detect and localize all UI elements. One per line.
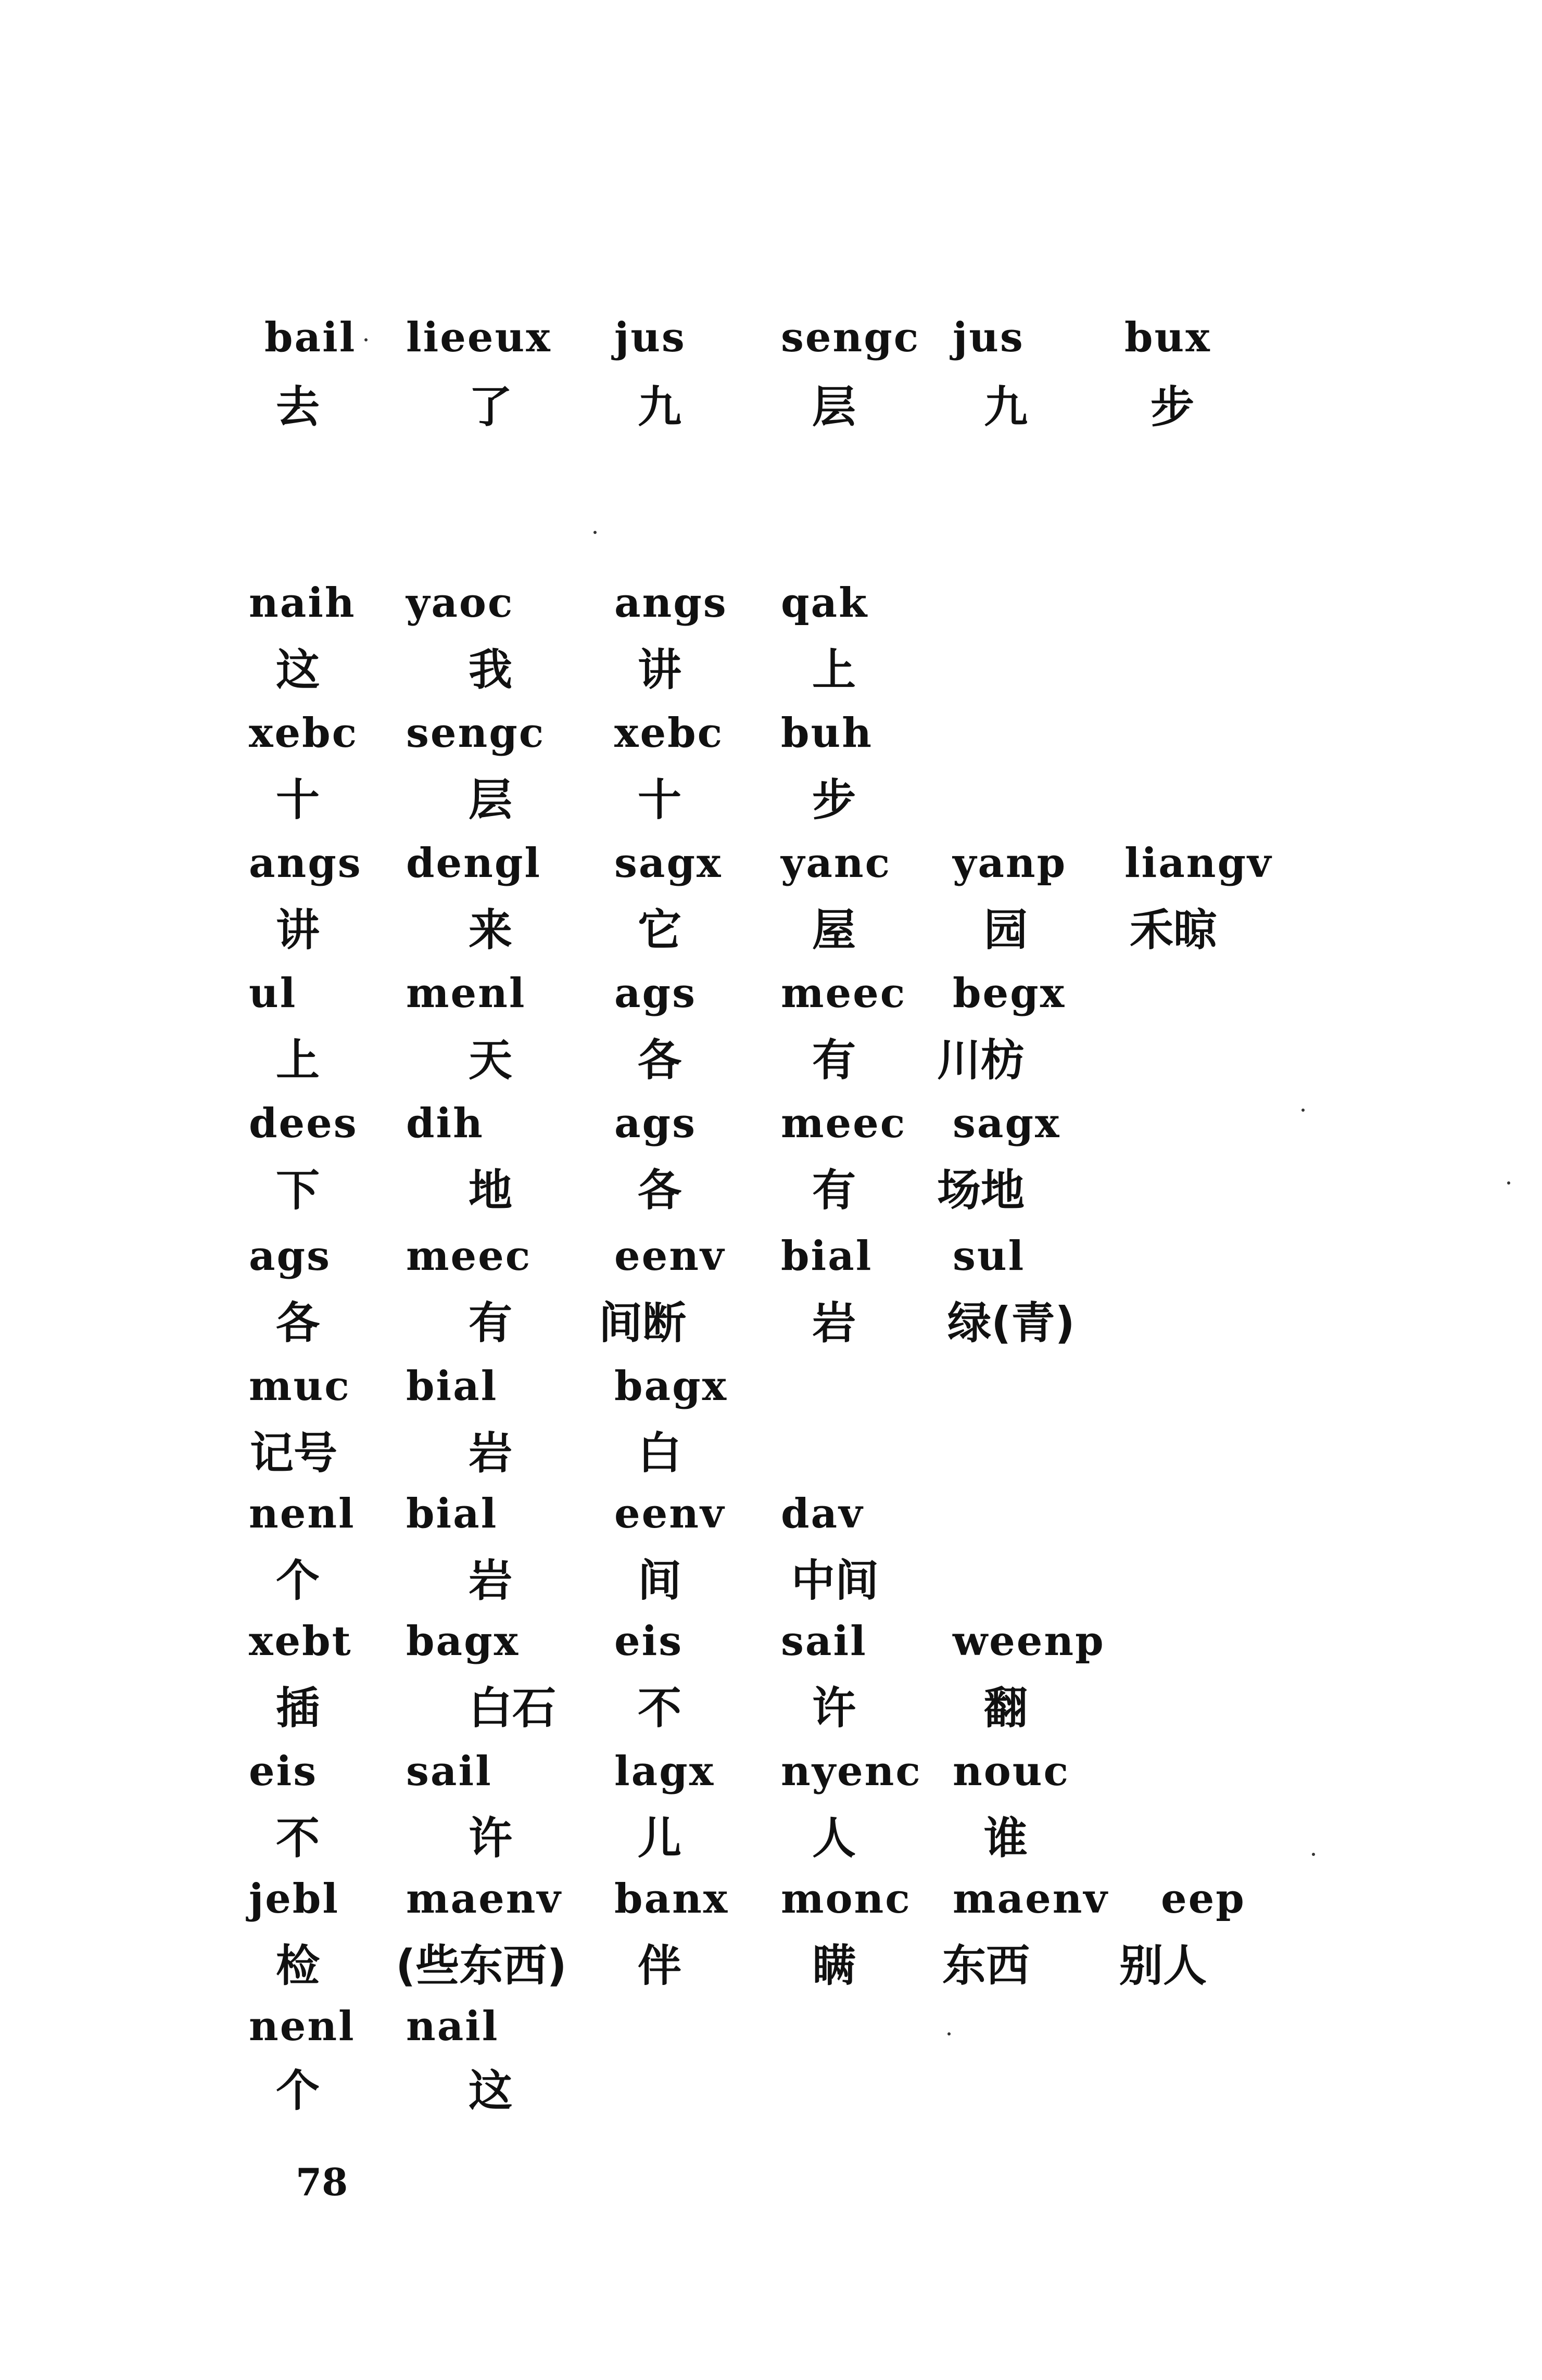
chinese-gloss: 间: [638, 1555, 682, 1606]
romanized-word: nyenc: [781, 1748, 922, 1795]
chinese-gloss: 去: [276, 381, 320, 432]
romanized-word: bial: [406, 1490, 498, 1537]
romanized-word: yaoc: [406, 579, 514, 627]
chinese-gloss: 了: [469, 381, 513, 432]
chinese-gloss: 插: [276, 1683, 320, 1734]
romanized-word: naih: [249, 579, 356, 627]
chinese-gloss: 伴: [638, 1940, 682, 1991]
romanized-word: sengc: [406, 709, 546, 757]
romanized-word: dees: [249, 1100, 358, 1147]
romanized-word: bial: [406, 1363, 498, 1410]
scan-speck: [1301, 1109, 1305, 1112]
romanized-word: lagx: [614, 1748, 715, 1795]
scan-speck: [947, 2032, 951, 2035]
romanized-word: ags: [249, 1232, 331, 1280]
chinese-gloss: 谁: [984, 1813, 1028, 1864]
romanized-word: meec: [781, 1100, 907, 1147]
chinese-gloss: 层: [469, 774, 513, 825]
romanized-word: angs: [614, 579, 728, 627]
romanized-word: liangv: [1124, 839, 1273, 887]
chinese-gloss: 地: [469, 1165, 513, 1216]
chinese-gloss: 各: [638, 1165, 682, 1216]
romanized-word: muc: [249, 1363, 351, 1410]
chinese-gloss: 九: [638, 381, 682, 432]
chinese-gloss: 中间: [791, 1555, 879, 1606]
chinese-gloss: 记号: [250, 1428, 338, 1479]
chinese-gloss: 场地: [937, 1165, 1025, 1216]
scan-speck: [593, 531, 597, 534]
scan-speck: [1312, 1853, 1315, 1856]
romanized-word: xebc: [614, 709, 724, 757]
romanized-word: meec: [406, 1232, 532, 1280]
chinese-gloss: 讲: [638, 644, 682, 695]
romanized-word: jebl: [249, 1875, 340, 1923]
romanized-word: nouc: [953, 1748, 1070, 1795]
romanized-word: sengc: [781, 314, 920, 361]
chinese-gloss: 儿: [638, 1813, 682, 1864]
chinese-gloss: 有: [812, 1165, 856, 1216]
chinese-gloss: 天: [469, 1035, 513, 1086]
chinese-gloss: 层: [812, 381, 856, 432]
romanized-word: eenv: [614, 1232, 726, 1280]
chinese-gloss: 这: [469, 2065, 513, 2116]
romanized-word: jus: [953, 314, 1025, 361]
page-number: 78: [296, 2160, 348, 2204]
romanized-word: nail: [406, 2003, 499, 2050]
romanized-word: ags: [614, 1100, 697, 1147]
chinese-gloss: 我: [469, 644, 513, 695]
romanized-word: jus: [614, 314, 686, 361]
chinese-gloss: 各: [276, 1297, 320, 1348]
chinese-gloss: 岩: [469, 1555, 513, 1606]
romanized-word: ul: [249, 970, 297, 1017]
chinese-gloss: 白石: [469, 1683, 557, 1734]
chinese-gloss: 屋: [812, 905, 856, 956]
romanized-word: dengl: [406, 839, 542, 887]
chinese-gloss: 不: [638, 1683, 682, 1734]
romanized-word: nenl: [249, 1490, 356, 1537]
chinese-gloss: 别人: [1119, 1940, 1207, 1991]
chinese-gloss: 这: [276, 644, 320, 695]
romanized-word: maenv: [406, 1875, 562, 1923]
romanized-word: eenv: [614, 1490, 726, 1537]
romanized-word: menl: [406, 970, 526, 1017]
romanized-word: bail: [264, 314, 357, 361]
chinese-gloss: 有: [812, 1035, 856, 1086]
chinese-gloss: 岩: [812, 1297, 856, 1348]
chinese-gloss: 上: [812, 644, 856, 695]
chinese-gloss: 九: [984, 381, 1028, 432]
chinese-gloss: 岩: [469, 1428, 513, 1479]
chinese-gloss: 园: [984, 905, 1028, 956]
chinese-gloss: 间断: [599, 1297, 687, 1348]
chinese-gloss: 个: [276, 1555, 320, 1606]
chinese-gloss: 各: [638, 1035, 682, 1086]
chinese-gloss: 步: [812, 774, 856, 825]
chinese-gloss: 绿(青): [947, 1297, 1075, 1348]
romanized-word: banx: [614, 1875, 729, 1923]
chinese-gloss: 许: [469, 1813, 513, 1864]
romanized-word: lieeux: [406, 314, 552, 361]
romanized-word: maenv: [953, 1875, 1109, 1923]
romanized-word: bial: [781, 1232, 873, 1280]
chinese-gloss: 步: [1151, 381, 1195, 432]
romanized-word: meec: [781, 970, 907, 1017]
chinese-gloss: 川枋: [937, 1035, 1025, 1086]
chinese-gloss: 人: [812, 1813, 856, 1864]
romanized-word: begx: [953, 970, 1066, 1017]
romanized-word: monc: [781, 1875, 912, 1923]
romanized-word: sail: [781, 1618, 867, 1665]
romanized-word: eis: [614, 1618, 684, 1665]
scan-speck: [364, 338, 368, 341]
romanized-word: bagx: [614, 1363, 728, 1410]
chinese-gloss: 讲: [276, 905, 320, 956]
romanized-word: yanp: [953, 839, 1067, 887]
romanized-word: sul: [953, 1232, 1026, 1280]
chinese-gloss: 十: [276, 774, 320, 825]
chinese-gloss: 不: [276, 1813, 320, 1864]
romanized-word: bagx: [406, 1618, 520, 1665]
chinese-gloss: 来: [469, 905, 513, 956]
chinese-gloss: 检: [276, 1940, 320, 1991]
romanized-word: xebt: [249, 1618, 352, 1665]
romanized-word: sail: [406, 1748, 492, 1795]
romanized-word: sagx: [614, 839, 723, 887]
romanized-word: buh: [781, 709, 873, 757]
romanized-word: xebc: [249, 709, 359, 757]
chinese-gloss: 它: [638, 905, 682, 956]
romanized-word: dav: [781, 1490, 864, 1537]
romanized-word: sagx: [953, 1100, 1061, 1147]
romanized-word: weenp: [953, 1618, 1105, 1665]
chinese-gloss: 许: [812, 1683, 856, 1734]
romanized-word: angs: [249, 839, 362, 887]
chinese-gloss: (些东西): [396, 1940, 567, 1991]
romanized-word: qak: [781, 579, 869, 627]
chinese-gloss: 翻: [984, 1683, 1028, 1734]
chinese-gloss: 十: [638, 774, 682, 825]
chinese-gloss: 瞒: [812, 1940, 856, 1991]
romanized-word: dih: [406, 1100, 484, 1147]
chinese-gloss: 禾晾: [1130, 905, 1218, 956]
romanized-word: yanc: [781, 839, 892, 887]
chinese-gloss: 上: [276, 1035, 320, 1086]
scan-speck: [1507, 1181, 1510, 1185]
romanized-word: bux: [1124, 314, 1211, 361]
chinese-gloss: 下: [276, 1165, 320, 1216]
romanized-word: eep: [1161, 1875, 1246, 1923]
chinese-gloss: 有: [469, 1297, 513, 1348]
chinese-gloss: 白: [638, 1428, 682, 1479]
chinese-gloss: 东西: [942, 1940, 1030, 1991]
romanized-word: eis: [249, 1748, 318, 1795]
chinese-gloss: 个: [276, 2065, 320, 2116]
romanized-word: ags: [614, 970, 697, 1017]
romanized-word: nenl: [249, 2003, 356, 2050]
